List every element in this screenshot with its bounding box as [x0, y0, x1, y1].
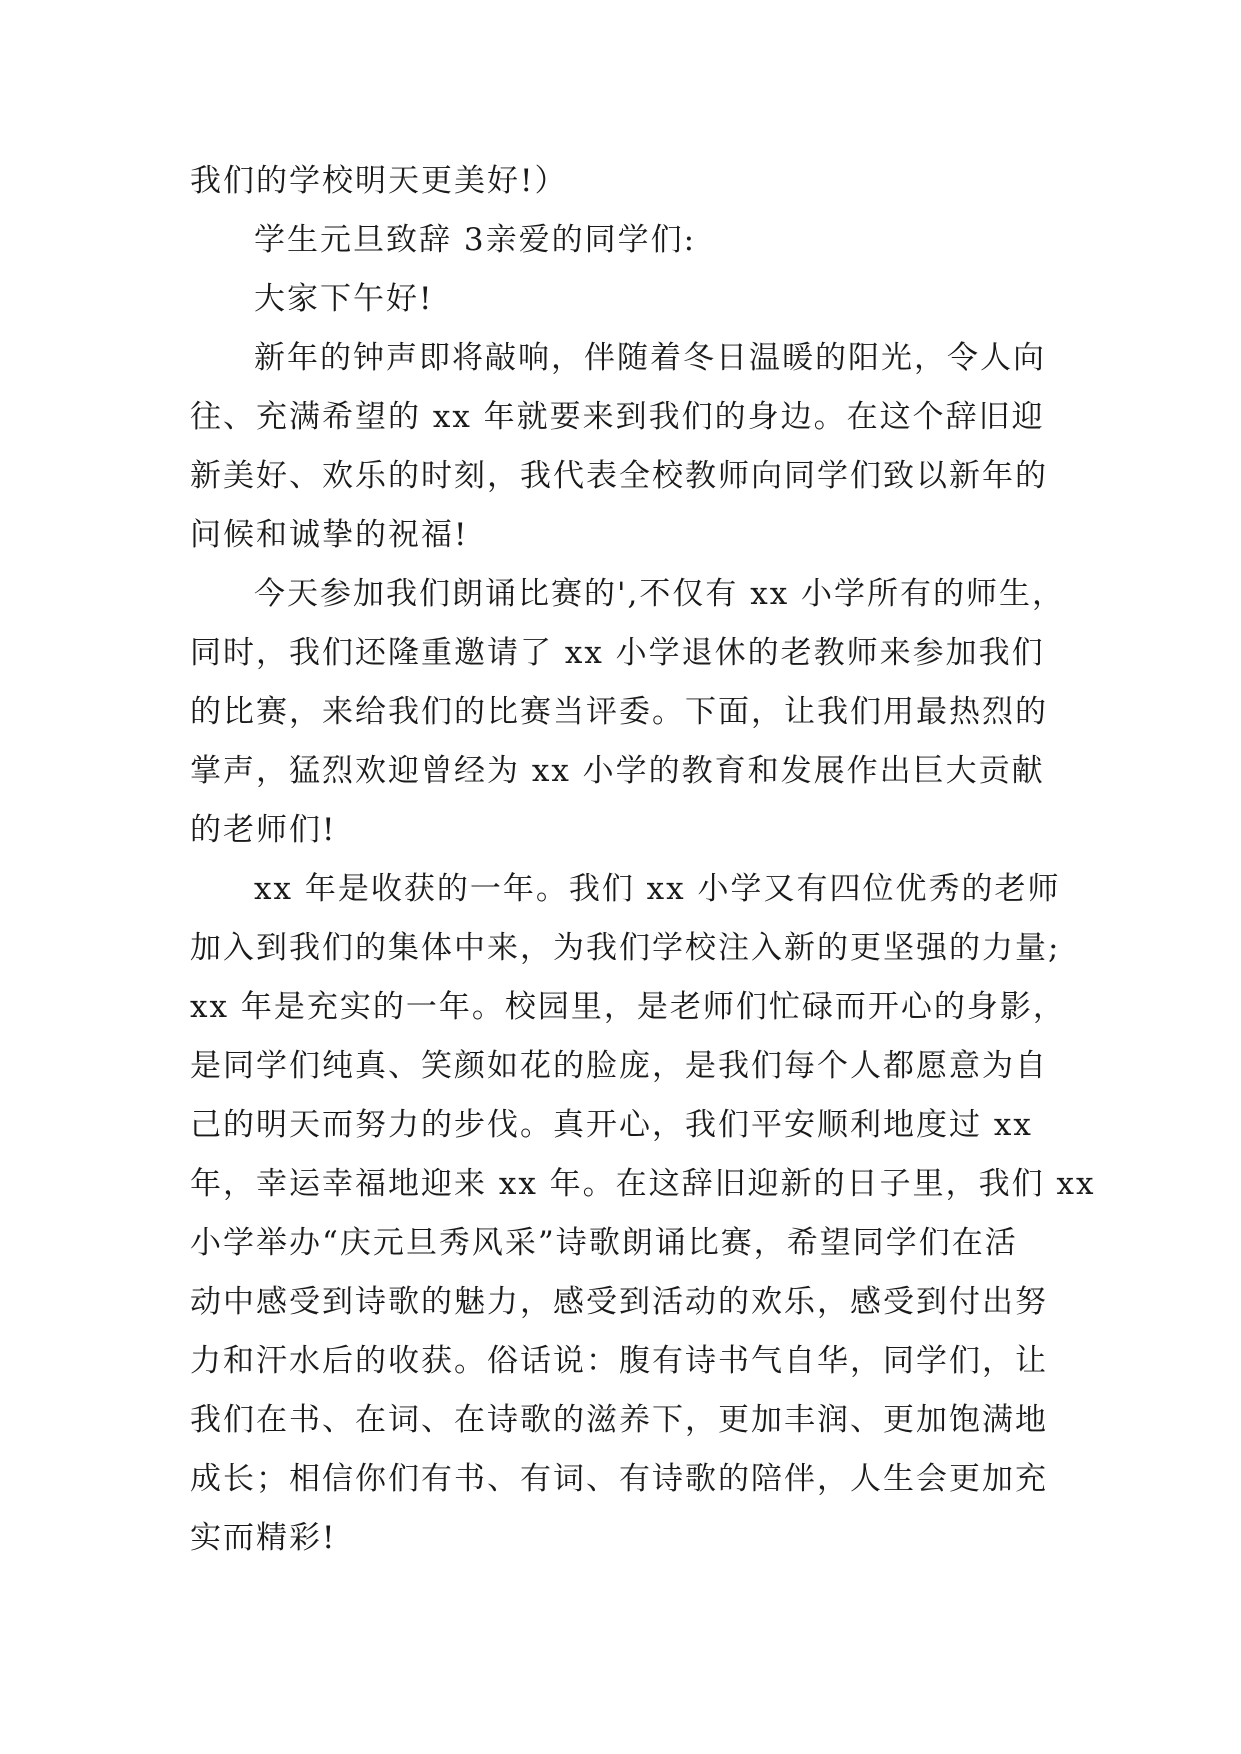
- paragraph-start-line: xx 年是收获的一年。我们 xx 小学又有四位优秀的老师: [254, 871, 1061, 907]
- text-line: 的老师们!: [190, 812, 337, 848]
- text-line: 掌声，猛烈欢迎曾经为 xx 小学的教育和发展作出巨大贡献: [190, 753, 1045, 789]
- text-line: 成长；相信你们有书、有词、有诗歌的陪伴，人生会更加充: [190, 1461, 1048, 1497]
- text-line: 力和汗水后的收获。俗话说：腹有诗书气自华，同学们，让: [190, 1343, 1048, 1379]
- text-line: 我们在书、在词、在诗歌的滋养下，更加丰润、更加饱满地: [190, 1402, 1048, 1438]
- text-line: 往、充满希望的 xx 年就要来到我们的身边。在这个辞旧迎: [190, 399, 1045, 435]
- text-line: 问候和诚挚的祝福!: [190, 517, 469, 553]
- paragraph-start-line: 今天参加我们朗诵比赛的',不仅有 xx 小学所有的师生，: [254, 576, 1066, 612]
- paragraph-start-line: 学生元旦致辞 3亲爱的同学们:: [254, 222, 697, 258]
- document-body: [190, 152, 1096, 1568]
- text-line: 新美好、欢乐的时刻，我代表全校教师向同学们致以新年的: [190, 458, 1048, 494]
- text-line: 是同学们纯真、笑颜如花的脸庞，是我们每个人都愿意为自: [190, 1048, 1048, 1084]
- text-line: 年，幸运幸福地迎来 xx 年。在这辞旧迎新的日子里，我们 xx: [190, 1166, 1096, 1202]
- text-line: xx 年是充实的一年。校园里，是老师们忙碌而开心的身影，: [190, 989, 1066, 1025]
- paragraph-start-line: 新年的钟声即将敲响，伴随着冬日温暖的阳光，令人向: [254, 340, 1046, 376]
- text-line: 己的明天而努力的步伐。真开心，我们平安顺利地度过 xx: [190, 1107, 1033, 1143]
- text-line: 动中感受到诗歌的魅力，感受到活动的欢乐，感受到付出努: [190, 1284, 1048, 1320]
- text-line: 加入到我们的集体中来，为我们学校注入新的更坚强的力量;: [190, 930, 1061, 966]
- text-line: 我们的学校明天更美好!）: [190, 163, 568, 199]
- text-line: 实而精彩!: [190, 1520, 337, 1556]
- text-line: 的比赛，来给我们的比赛当评委。下面，让我们用最热烈的: [190, 694, 1048, 730]
- text-line: 同时，我们还隆重邀请了 xx 小学退休的老教师来参加我们: [190, 635, 1045, 671]
- text-line: 小学举办“庆元旦秀风采”诗歌朗诵比赛，希望同学们在活: [190, 1225, 1018, 1261]
- paragraph-start-line: 大家下午好!: [254, 281, 434, 317]
